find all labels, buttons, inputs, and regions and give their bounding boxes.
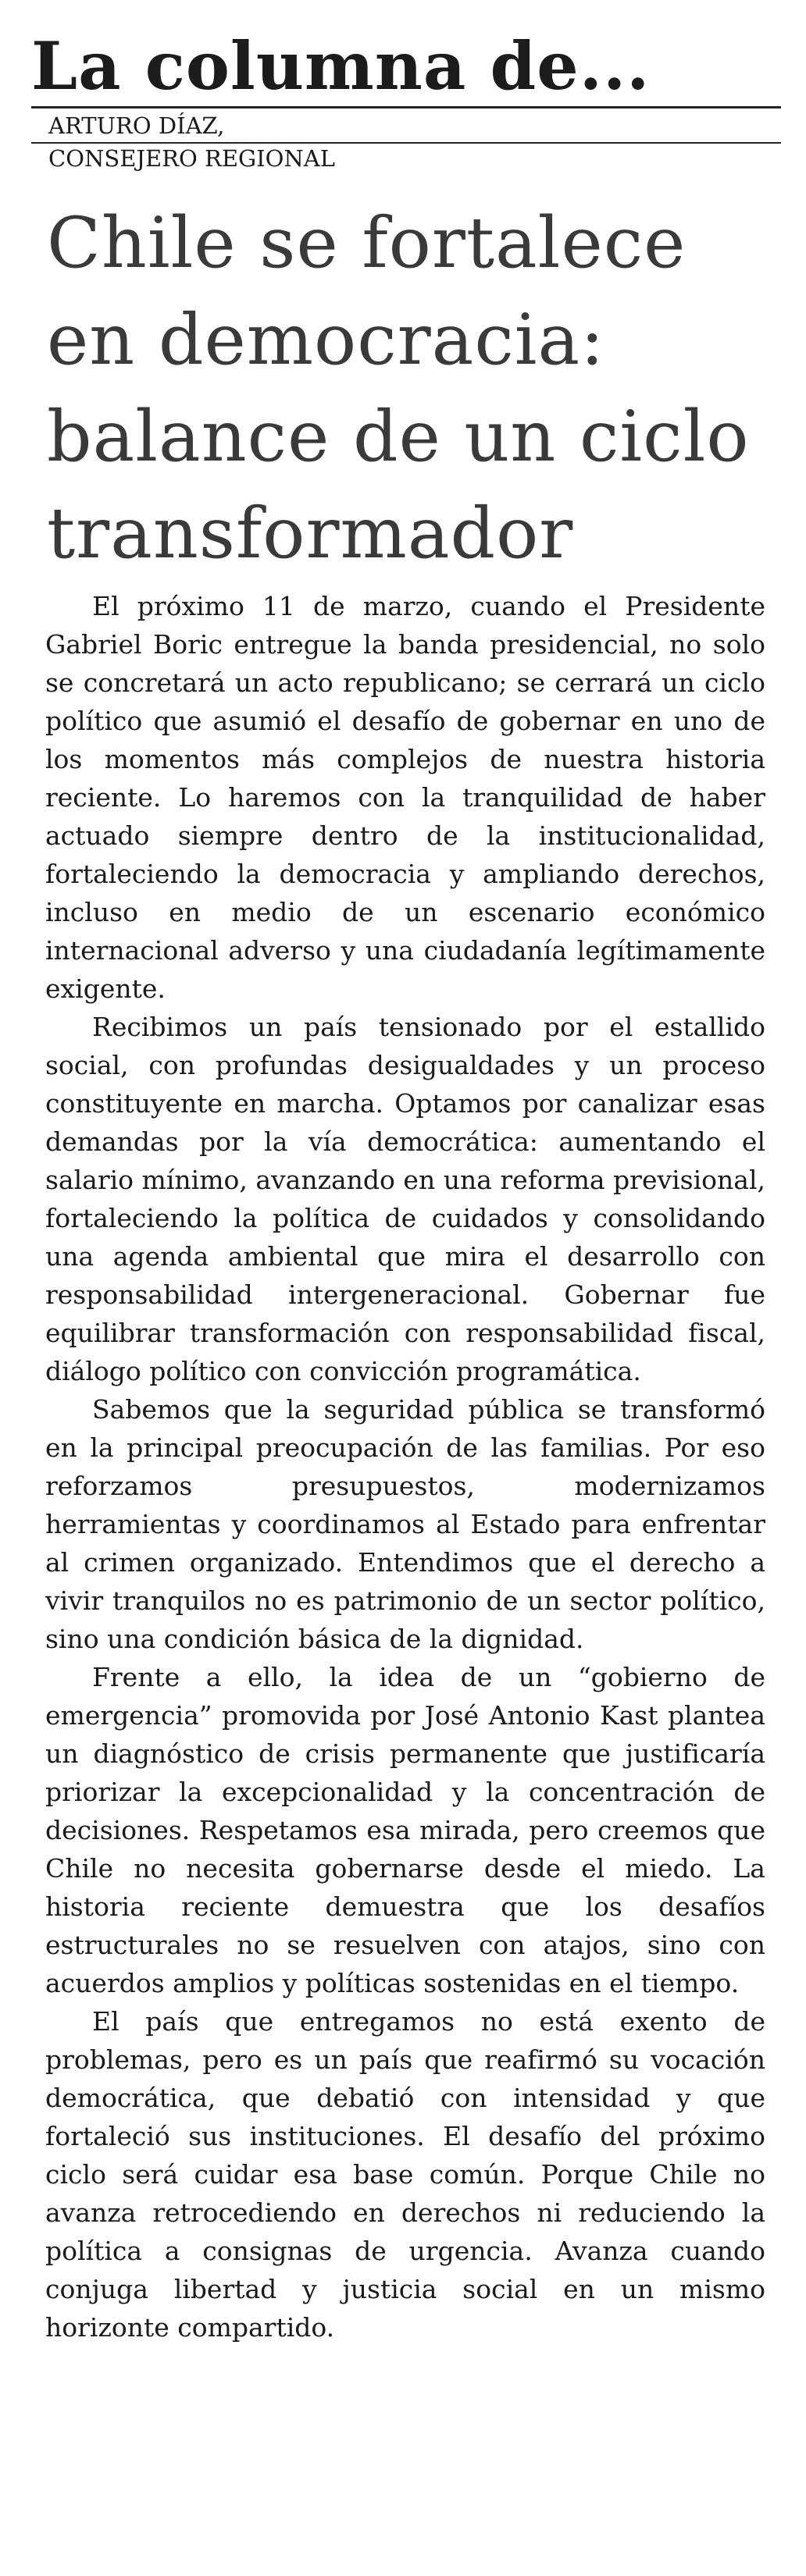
article-headline [47,195,789,582]
column-masthead [31,23,789,117]
article-paragraph: El país que entregamos no está exento de problemas, pero es un país que reafirmó su vocación democrática, que debatió con intensidad y que fortaleció sus instituciones. El desafío del próximo ciclo será cuidar esa base común. Porque Chile no avanza retrocediendo en derechos ni reduciendo la política a consignas de urgencia. Avanza cuando conjuga libertad y justicia social en un mismo horizonte compartido. [45,2006,765,2343]
headline-line: Chile se fortalece [47,202,687,284]
article-paragraph: Sabemos que la seguridad pública se transformó en la principal preocupación de las familias. Por eso reforzamos presupuestos, modernizamos herramientas y coordinamos al Estado para enfrentar al crimen organizado. Entendimos que el derecho a vivir tranquilos no es patrimonio de un sector político, sino una condición básica de la dignidad. [45,1394,765,1654]
headline-line: balance de un ciclo [47,396,750,478]
masthead-rule-top [31,106,781,109]
byline [48,109,335,175]
article-paragraph: El próximo 11 de marzo, cuando el Presidente Gabriel Boric entregue la banda presidencial, no solo se concretará un acto republicano; se cerrará un ciclo político que asumió el desafío de gobernar en uno de los momentos más complejos de nuestra historia reciente. Lo haremos con la tranquilidad de haber actuado siempre dentro de la institucionalidad, fortaleciendo la democracia y ampliando derechos, incluso en medio de un escenario económico internacional adverso y una ciudadanía legítimamente exigente. [45,591,765,1004]
article-paragraph: Frente a ello, la idea de un “gobierno de emergencia” promovida por José Antonio Kast plantea un diagnóstico de crisis permanente que justificaría priorizar la excepcionalidad y la concentración de decisiones. Respetamos esa mirada, pero creemos que Chile no necesita gobernarse desde el miedo. La historia reciente demuestra que los desafíos estructurales no se resuelven con atajos, sino con acuerdos amplios y políticas sostenidas en el tiempo. [45,1662,765,1998]
article-paragraph: Recibimos un país tensionado por el estallido social, con profundas desigualdades y un proceso constituyente en marcha. Optamos por canalizar esas demandas por la vía democrática: aumentando el salario mínimo, avanzando en una reforma previsional, fortaleciendo la política de cuidados y consolidando una agenda ambiental que mira el desarrollo con responsabilidad intergeneracional. Gobernar fue equilibrar transformación con responsabilidad fiscal, diálogo político con convicción programática. [45,1012,765,1386]
headline-line: transformador [47,493,574,575]
author-name: ARTURO DÍAZ, [48,112,225,139]
article-body [45,587,765,2347]
column-title: La columna de... [31,27,651,105]
headline-line: en democracia: [47,299,605,381]
author-role: CONSEJERO REGIONAL [48,145,335,172]
